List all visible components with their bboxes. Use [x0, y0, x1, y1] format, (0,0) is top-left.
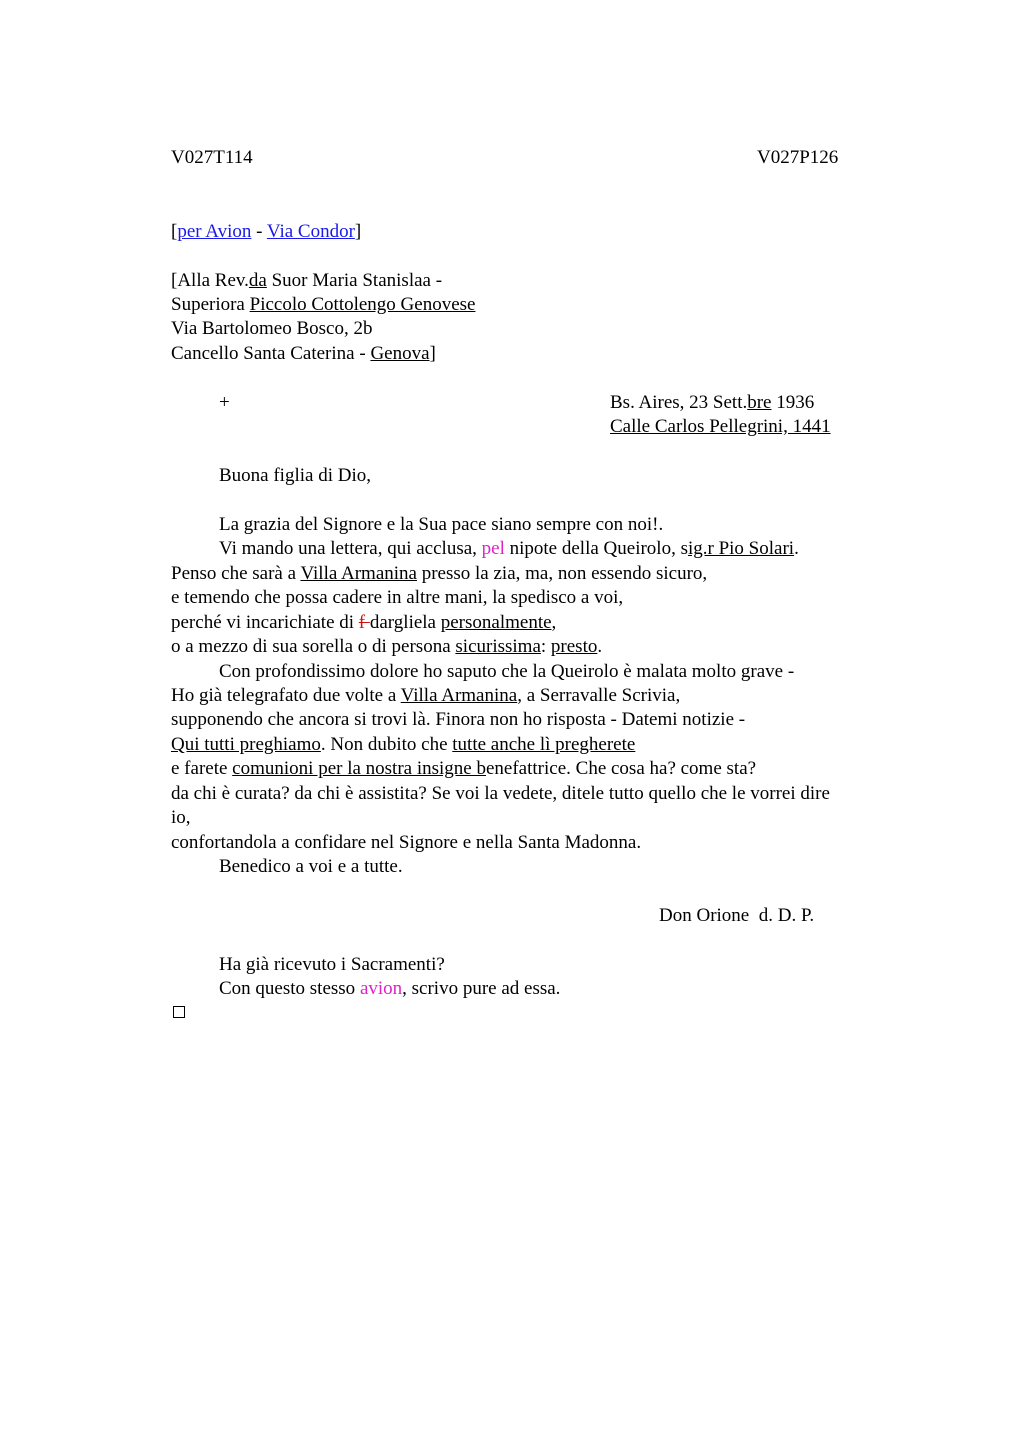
mail-method-line — [171, 220, 361, 244]
date-place: Bs. Aires, 23 Sett. — [610, 392, 748, 413]
body-line-8 — [171, 684, 680, 708]
highlight-pel: pel — [481, 538, 505, 559]
cross-mark: + — [219, 392, 230, 413]
salutation: Buona figlia di Dio, — [219, 465, 371, 486]
text-run: . Non dubito che — [320, 734, 453, 755]
text-run: dargliela — [369, 612, 441, 633]
address-line-3: Via Bartolomeo Bosco, 2b — [171, 318, 373, 339]
postscript-line-1: Ha già ricevuto i Sacramenti? — [219, 954, 445, 975]
underlined-word: sicurissima — [455, 636, 541, 657]
signature: Don Orione d. D. P. — [659, 905, 815, 926]
document-code-left: V027T114 — [171, 147, 253, 168]
body-line-6 — [171, 635, 602, 659]
via-condor-link[interactable]: Via Condor — [266, 221, 355, 242]
body-line-11 — [171, 757, 756, 781]
address-bracket-close: ] — [429, 343, 436, 364]
address-institution: Piccolo Cottolengo Genovese — [249, 294, 476, 315]
text-run: Con questo stesso — [219, 978, 360, 999]
underlined-phrase: comunioni per la nostra insigne b — [232, 758, 486, 779]
text-run: , a Serravalle Scrivia, — [517, 685, 681, 706]
highlight-avion: avion — [359, 978, 403, 999]
body-line-7: Con profondissimo dolore ho saputo che la Queirolo è malata molto grave - — [219, 661, 795, 682]
body-line-9: supponendo che ancora si trovi là. Finora non ho risposta - Datemi notizie - — [171, 709, 746, 730]
postscript-line-2 — [219, 977, 560, 1001]
address-line-2 — [171, 293, 475, 317]
document-code-right: V027P126 — [757, 147, 839, 168]
end-box-icon — [173, 1006, 185, 1018]
bracket-open: [ — [171, 221, 178, 242]
text-run: e farete — [171, 758, 233, 779]
text-run: : — [540, 636, 551, 657]
text-run: Penso che sarà a — [171, 563, 301, 584]
text-run: enefattrice. Che cosa ha? come sta? — [485, 758, 757, 779]
body-line-14: confortandola a confidare nel Signore e nella Santa Madonna. — [171, 832, 642, 853]
text-run: presso la zia, ma, non essendo sicuro, — [416, 563, 708, 584]
address-line-4 — [171, 342, 436, 366]
address-abbrev: da — [248, 270, 267, 291]
underlined-name: ig.r Pio Solari — [687, 538, 795, 559]
underlined-phrase: tutte anche lì pregherete — [452, 734, 636, 755]
date-line — [610, 391, 814, 415]
text-run: , scrivo pure ad essa. — [402, 978, 561, 999]
address-city: Genova — [370, 343, 430, 364]
body-line-2 — [219, 537, 799, 561]
text-run: . — [597, 636, 603, 657]
date-year: 1936 — [771, 392, 815, 413]
body-line-13: io, — [171, 807, 191, 828]
underlined-word: presto — [550, 636, 598, 657]
text-run: . — [794, 538, 799, 559]
text-run: Vi mando una lettera, qui acclusa, — [219, 538, 482, 559]
text-run: perché vi incarichiate di — [171, 612, 359, 633]
struck-text: f — [358, 612, 370, 633]
underlined-word: personalmente — [440, 612, 552, 633]
body-line-4: e temendo che possa cadere in altre mani, la spedisco a voi, — [171, 587, 624, 608]
underlined-phrase: Qui tutti preghiamo — [171, 734, 321, 755]
text-run: nipote della Queirolo, s — [504, 538, 688, 559]
body-line-10 — [171, 733, 635, 757]
text-run: o a mezzo di sua sorella o di persona — [171, 636, 456, 657]
address-line-1 — [171, 269, 442, 293]
bracket-close: ] — [354, 221, 362, 242]
body-line-12: da chi è curata? da chi è assistita? Se voi la vedete, ditele tutto quello che le vorrei dire — [171, 783, 830, 804]
address-prefix: [Alla Rev. — [171, 270, 249, 291]
body-line-5 — [171, 611, 556, 635]
address-title: Superiora — [171, 294, 250, 315]
underlined-place: Villa Armanina — [300, 563, 417, 584]
street-address: Calle Carlos Pellegrini, 1441 — [610, 416, 831, 437]
underlined-place: Villa Armanina — [400, 685, 518, 706]
body-line-1: La grazia del Signore e la Sua pace siano sempre con noi!. — [219, 514, 664, 535]
date-month-suffix: bre — [747, 392, 772, 413]
mail-dash: - — [251, 221, 267, 242]
text-run: Ho già telegrafato due volte a — [171, 685, 401, 706]
per-avion-link[interactable]: per Avion — [177, 221, 252, 242]
text-run: , — [551, 612, 557, 633]
address-recipient: Suor Maria Stanislaa - — [266, 270, 443, 291]
body-line-3 — [171, 562, 707, 586]
body-line-15: Benedico a voi e a tutte. — [219, 856, 403, 877]
address-gate: Cancello Santa Caterina - — [171, 343, 371, 364]
